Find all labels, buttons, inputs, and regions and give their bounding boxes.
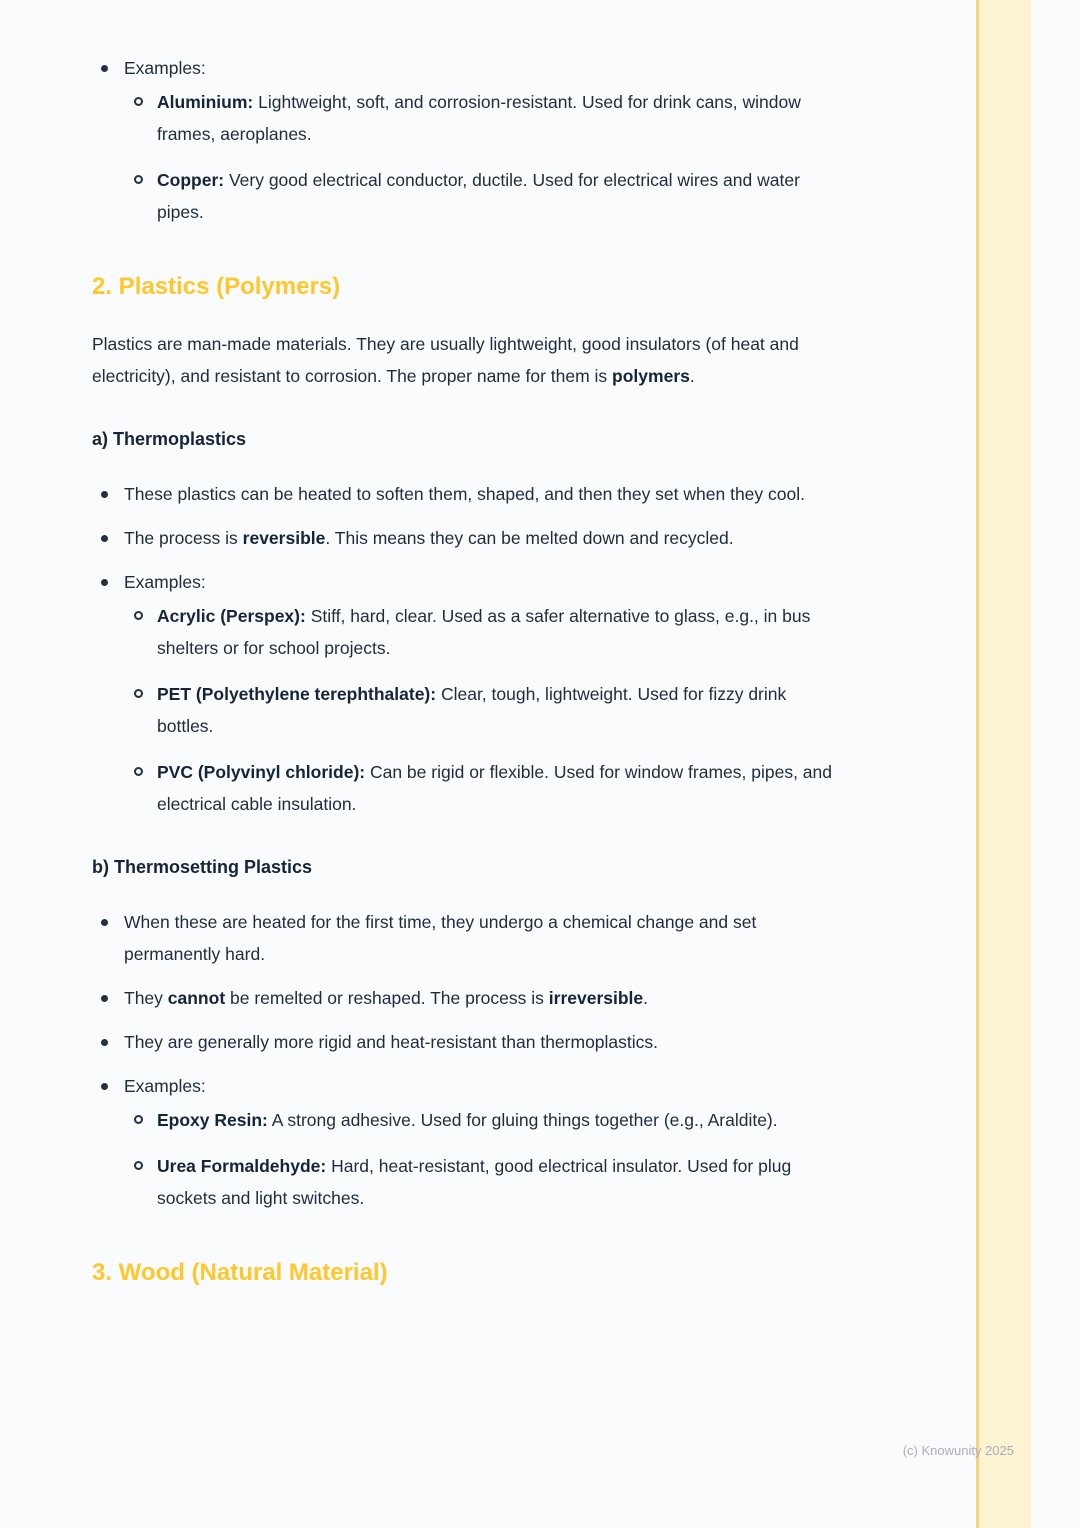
bullet-dot-icon (101, 919, 108, 926)
term-desc: Very good electrical conductor, ductile. Used for electrical wires and water pipes. (157, 170, 800, 222)
term-desc: Hard, heat-resistant, good electrical insulator. Used for plug sockets and light switches. (157, 1156, 792, 1208)
term-label: Acrylic (Perspex): (157, 606, 306, 626)
bullet-text-end: . This means they can be melted down and recycled. (325, 528, 734, 548)
intro-text-end: . (689, 366, 695, 386)
term-label: Aluminium: (157, 92, 254, 112)
term-desc: Lightweight, soft, and corrosion-resistant. Used for drink cans, window frames, aeroplanes. (157, 92, 801, 144)
bullet-dot-icon (101, 1039, 108, 1046)
sub-bullet-item-acrylic (124, 600, 834, 664)
term-label: PVC (Polyvinyl chloride): (157, 762, 366, 782)
bullet-item-thermoset-examples (92, 1070, 834, 1214)
term-label: Epoxy Resin: (157, 1110, 268, 1130)
bullet-item-thermoset-rigid (92, 1026, 834, 1058)
term-desc: Stiff, hard, clear. Used as a safer alternative to glass, e.g., in bus shelters or for school projects. (157, 606, 811, 658)
bullet-text-mid: be remelted or reshaped. The process is (225, 988, 549, 1008)
bullet-item-thermo-soften (92, 478, 834, 510)
bullet-circle-icon (134, 689, 143, 698)
bullet-text: These plastics can be heated to soften them, shaped, and then they set when they cool. (124, 484, 805, 504)
intro-text: Plastics are man-made materials. They are usually lightweight, good insulators (of heat and electricity), and resistant to corrosion. The proper name for them is (92, 334, 799, 386)
bullet-circle-icon (134, 175, 143, 184)
bullet-text: The process is (124, 528, 243, 548)
section-2-heading: 2. Plastics (Polymers) (92, 273, 341, 300)
bullet-circle-icon (134, 1161, 143, 1170)
sub-bullet-item-epoxy (124, 1104, 834, 1136)
bullet-dot-icon (101, 1083, 108, 1090)
bold-term: irreversible (548, 988, 644, 1008)
bullet-item-thermo-reversible (92, 522, 834, 554)
subsection-a-heading: a) Thermoplastics (92, 429, 247, 449)
bullet-circle-icon (134, 1115, 143, 1124)
term-label: Copper: (157, 170, 225, 190)
bullet-dot-icon (101, 65, 108, 72)
term-label: PET (Polyethylene terephthalate): (157, 684, 437, 704)
term-desc: Clear, tough, lightweight. Used for fizzy drink bottles. (157, 684, 787, 736)
bullet-text: They are generally more rigid and heat-resistant than thermoplastics. (124, 1032, 659, 1052)
bullet-text: When these are heated for the first time, they undergo a chemical change and set permanently hard. (124, 912, 757, 964)
bullet-item-thermoset-cannot (92, 982, 834, 1014)
bullet-dot-icon (101, 535, 108, 542)
bullet-item-thermoset-heated (92, 906, 834, 970)
bullet-circle-icon (134, 97, 143, 106)
sub-bullet-item-pet (124, 678, 834, 742)
sub-bullet-item-aluminium (124, 86, 834, 150)
document-content (92, 52, 834, 1314)
bullet-text: They (124, 988, 168, 1008)
section-3-heading: 3. Wood (Natural Material) (92, 1259, 388, 1286)
sub-bullet-item-copper (124, 164, 834, 228)
sub-bullet-item-pvc (124, 756, 834, 820)
bullet-circle-icon (134, 611, 143, 620)
intro-bold-term: polymers (612, 366, 690, 386)
bullet-dot-icon (101, 579, 108, 586)
bullet-text-end: . (643, 988, 649, 1008)
watermark: (c) Knowunity 2025 (902, 1443, 1014, 1458)
bold-term: reversible (242, 528, 326, 548)
term-desc: Can be rigid or flexible. Used for window frames, pipes, and electrical cable insulation. (157, 762, 833, 814)
bullet-dot-icon (101, 995, 108, 1002)
examples-label: Examples: (124, 58, 206, 78)
subsection-b-heading: b) Thermosetting Plastics (92, 857, 313, 877)
bullet-circle-icon (134, 767, 143, 776)
bold-term: cannot (167, 988, 226, 1008)
term-desc: A strong adhesive. Used for gluing things together (e.g., Araldite). (267, 1110, 778, 1130)
examples-label: Examples: (124, 572, 206, 592)
bullet-item-thermo-examples (92, 566, 834, 820)
sub-bullet-item-urea (124, 1150, 834, 1214)
examples-label: Examples: (124, 1076, 206, 1096)
term-label: Urea Formaldehyde: (157, 1156, 327, 1176)
section-2-intro-paragraph (92, 328, 834, 392)
bullet-item-metal-examples (92, 52, 834, 228)
right-margin-stripe (976, 0, 1031, 1528)
bullet-dot-icon (101, 491, 108, 498)
